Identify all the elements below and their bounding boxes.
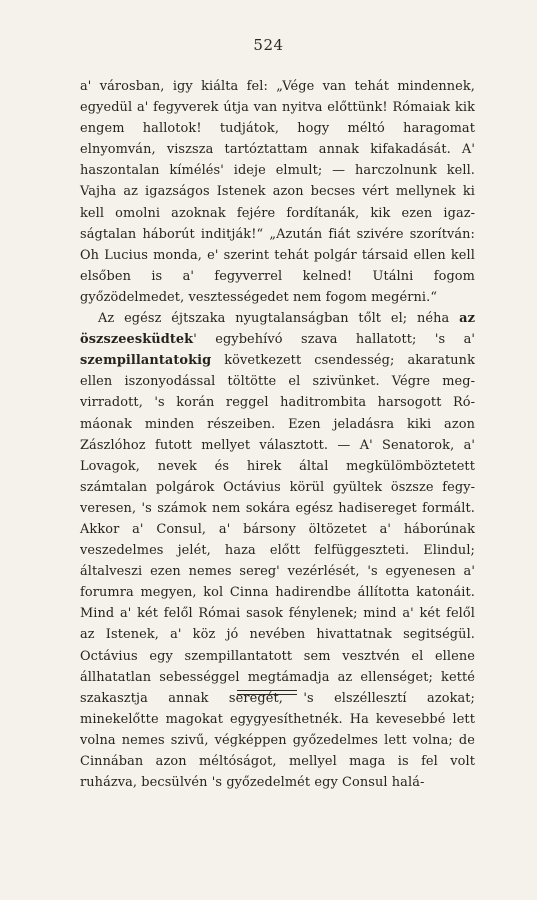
paragraph-1: a' városban, igy kiálta fel: „Vége van tehát mindennek, egyedül a' fegyverek útja van nyitva előttünk! Rómaiak kik engem hallotok! tudjátok, hogy méltó haragomat elnyomván, viszsza tartóztattam annak kifakadását. A' haszontalan kímélés' ideje elmult; — harczolnunk kell. Vajha az igazságos Istenek azon becses vért mellynek ki kell omolni azoknak fejére fordítanák, kik ezen igazságtalan háborút inditják!“ „Azután fiát szivére szorítván: Oh Lucius monda, e' szerint tehát polgár társaid ellen kell elsőben is a' fegyverrel kelned! Utálni fogom győzödelmedet, vesztességedet nem fogom megérni.“: [80, 79, 475, 305]
paragraph-2-emphasis-1: az öszszeesküdtek: [80, 311, 475, 348]
paragraph-2-middle: ' egybehívó szava hallatott; 's a': [193, 332, 475, 348]
paragraph-2-rest: következett csendesség; akaratunk ellen iszonyodással töltötte el szivünket. Végre megvirradott, 's korán reggel haditrombita harsogott Rómáonak minden részeiben. Ezen jeladásra kiki azon Zászlóhoz futott mellyet választott. — A' Senatorok, a' Lovagok, nevek és hirek által megkülömböztetett számtalan polgárok Octávius körül gyültek öszsze fegyveresen, 's számok nem sokára egész hadisereget formált. Akkor a' Consul, a' bársony öltözetet a' háborúnak veszedelmes jelét, haza előtt felfüggeszteti. Elindul; általveszi ezen nemes sereg' vezérlését, 's egyenesen a' forumra megyen, kol Cinna hadirendbe állította katonáit. Mind a' két felől Római sasok fénylenek; mind a' két felől az Istenek, a' köz jó nevében hivattatnak segitségül. Octávius egy szempillantatott sem vesztvén el ellene állhatatlan sebességgel megtámadja az ellenséget; ketté szakasztja annak seregét, 's elszéllesztí azokat; minekelőtte magokat egygyesíthetnék. Ha kevesebbé lett volna nemes szivű, végképpen győzedelmes lett volna; de Cinnában azon méltóságot, mellyel maga is fel volt ruházva, becsülvén 's győzedelmét egy Consul halá-: [80, 353, 475, 791]
footer-double-rule: [237, 690, 297, 695]
paragraph-2: [80, 308, 475, 793]
paragraph-2-lead: Az egész éjtszaka nyugtalanságban tőlt el; néha: [98, 311, 460, 327]
paragraph-2-emphasis-2: szempillantatokig: [80, 353, 212, 369]
page-number: 524: [253, 36, 284, 54]
body-text: [80, 76, 475, 793]
